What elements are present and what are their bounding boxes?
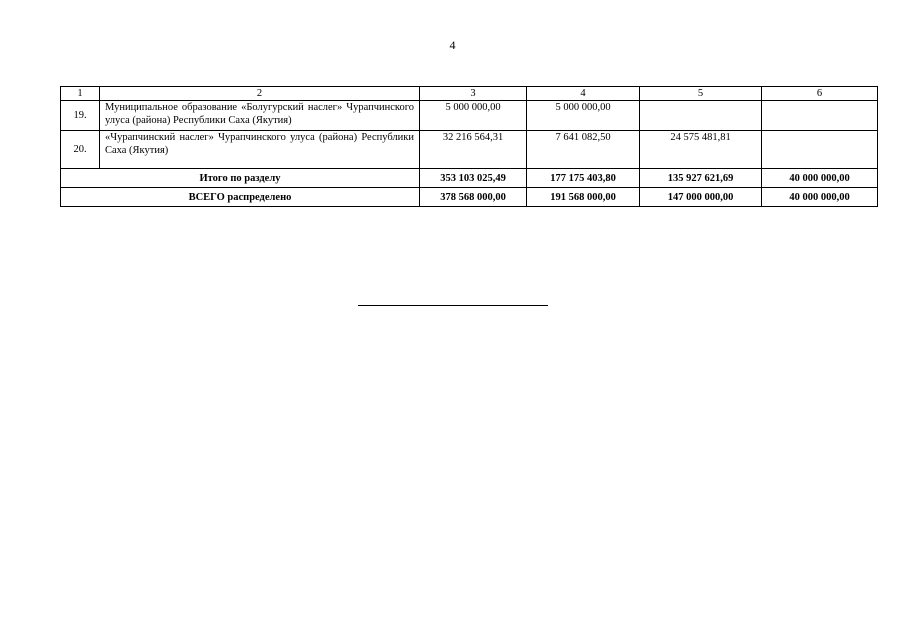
total-col6: 40 000 000,00 bbox=[762, 188, 878, 207]
table-row bbox=[61, 101, 878, 131]
cell-col6 bbox=[762, 131, 878, 169]
subtotal-label: Итого по разделу bbox=[61, 169, 420, 188]
row-number: 19. bbox=[61, 101, 100, 131]
total-label: ВСЕГО распределено bbox=[61, 188, 420, 207]
cell-col3: 32 216 564,31 bbox=[420, 131, 527, 169]
subtotal-col3: 353 103 025,49 bbox=[420, 169, 527, 188]
total-row bbox=[61, 188, 878, 207]
distribution-table bbox=[60, 86, 878, 207]
column-header-6: 6 bbox=[762, 87, 878, 101]
cell-col4: 5 000 000,00 bbox=[527, 101, 640, 131]
row-name: Муниципальное образование «Болугурский наслег» Чурапчинского улуса (района) Республики Саха (Якутия) bbox=[100, 101, 420, 131]
cell-col4: 7 641 082,50 bbox=[527, 131, 640, 169]
column-header-4: 4 bbox=[527, 87, 640, 101]
column-header-5: 5 bbox=[640, 87, 762, 101]
total-col3: 378 568 000,00 bbox=[420, 188, 527, 207]
row-number: 20. bbox=[61, 131, 100, 169]
column-header-1: 1 bbox=[61, 87, 100, 101]
total-col4: 191 568 000,00 bbox=[527, 188, 640, 207]
cell-col5: 24 575 481,81 bbox=[640, 131, 762, 169]
row-name: «Чурапчинский наслег» Чурапчинского улуса (района) Республики Саха (Якутия) bbox=[100, 131, 420, 169]
column-number-row bbox=[61, 87, 878, 101]
page-number: 4 bbox=[449, 38, 456, 52]
subtotal-col4: 177 175 403,80 bbox=[527, 169, 640, 188]
cell-col6 bbox=[762, 101, 878, 131]
table-row bbox=[61, 131, 878, 169]
total-col5: 147 000 000,00 bbox=[640, 188, 762, 207]
separator-line bbox=[358, 305, 548, 306]
column-header-3: 3 bbox=[420, 87, 527, 101]
cell-col5 bbox=[640, 101, 762, 131]
subtotal-col6: 40 000 000,00 bbox=[762, 169, 878, 188]
subtotal-row bbox=[61, 169, 878, 188]
cell-col3: 5 000 000,00 bbox=[420, 101, 527, 131]
subtotal-col5: 135 927 621,69 bbox=[640, 169, 762, 188]
column-header-2: 2 bbox=[100, 87, 420, 101]
